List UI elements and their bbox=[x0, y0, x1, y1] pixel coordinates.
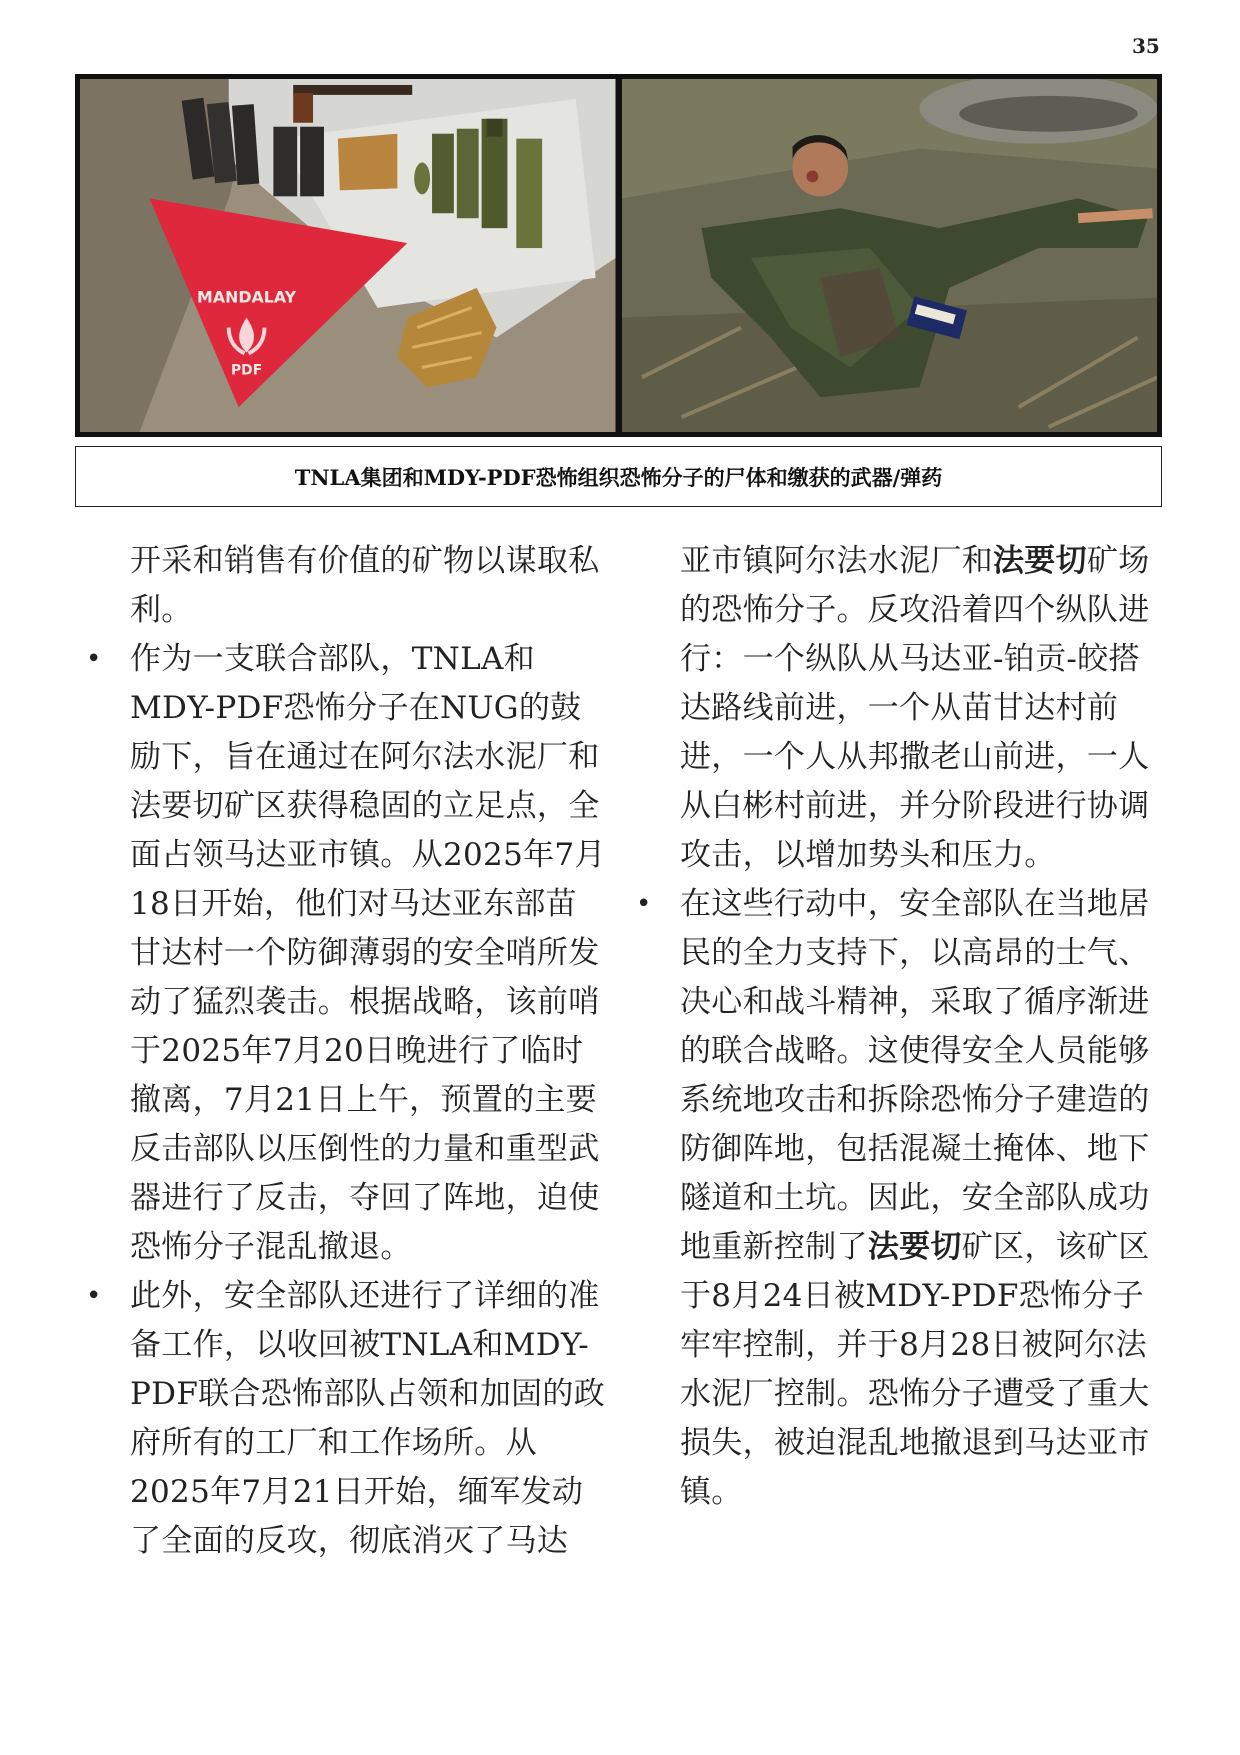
captured-weapons-photo bbox=[80, 79, 616, 432]
figure-caption: TNLA集团和MDY-PDF恐怖组织恐怖分子的尸体和缴获的武器/弹药 bbox=[75, 446, 1162, 507]
paragraph-continued bbox=[636, 537, 1156, 880]
text-run: 在这些行动中，安全部队在当地居民的全力支持下，以高昂的士气、决心和战斗精神，采取了循序渐进的联合战略。这使得安全人员能够系统地攻击和拆除恐怖分子建造的防御阵地，包括混凝土掩体、地下隧道和土坑。因此，安全部队成功地重新控制了 bbox=[680, 886, 1150, 1265]
page-number: 35 bbox=[1132, 34, 1160, 58]
bullet-paragraph: • 作为一支联合部队，TNLA和MDY-PDF恐怖分子在NUG的鼓励下，旨在通过在阿尔法水泥厂和法要切矿区获得稳固的立足点，全面占领马达亚市镇。从2025年7月18日开始，他们对马达亚东部苗甘达村一个防御薄弱的安全哨所发动了猛烈袭击。根据战略，该前哨于2025年7月20日晚进行了临时撤离，7月21日上午，预置的主要反击部队以压倒性的力量和重型武器进行了反击，夺回了阵地，迫使恐怖分子混乱撤退。 bbox=[86, 635, 606, 1272]
flag-text-mandalay: MANDALAY bbox=[197, 287, 297, 307]
bullet-paragraph bbox=[636, 880, 1156, 1517]
paragraph-continued: 开采和销售有价值的矿物以谋取私利。 bbox=[130, 543, 600, 628]
bold-place-name: 法要切 bbox=[867, 1229, 962, 1265]
casualty-photo bbox=[622, 79, 1158, 432]
captured-weapons-image bbox=[80, 79, 616, 432]
text-run: 矿区，该矿区于8月24日被MDY-PDF恐怖分子牢牢控制，并于8月28日被阿尔法水泥厂控制。恐怖分子遭受了重大损失，被迫混乱地撤退到马达亚市镇。 bbox=[680, 1229, 1150, 1510]
bullet-paragraph: • 此外，安全部队还进行了详细的准备工作，以收回被TNLA和MDY-PDF联合恐怖部队占领和加固的政府所有的工厂和工作场所。从2025年7月21日开始，缅军发动了全面的反攻，彻底消灭了马达 bbox=[86, 1272, 606, 1566]
text-run: 亚市镇阿尔法水泥厂和 bbox=[680, 543, 993, 579]
bold-place-name: 法要切 bbox=[993, 543, 1087, 579]
right-column bbox=[636, 537, 1156, 1517]
casualty-image bbox=[622, 79, 1158, 432]
flag-text-pdf: PDF bbox=[231, 362, 263, 379]
text-run: 矿场的恐怖分子。反攻沿着四个纵队进行：一个纵队从马达亚-铂贡-皎搭达路线前进，一个从苗甘达村前进，一个人从邦撒老山前进，一人从白彬村前进，并分阶段进行协调攻击，以增加势头和压力。 bbox=[680, 543, 1150, 873]
left-column bbox=[86, 537, 606, 1566]
photo-frame bbox=[75, 74, 1162, 437]
